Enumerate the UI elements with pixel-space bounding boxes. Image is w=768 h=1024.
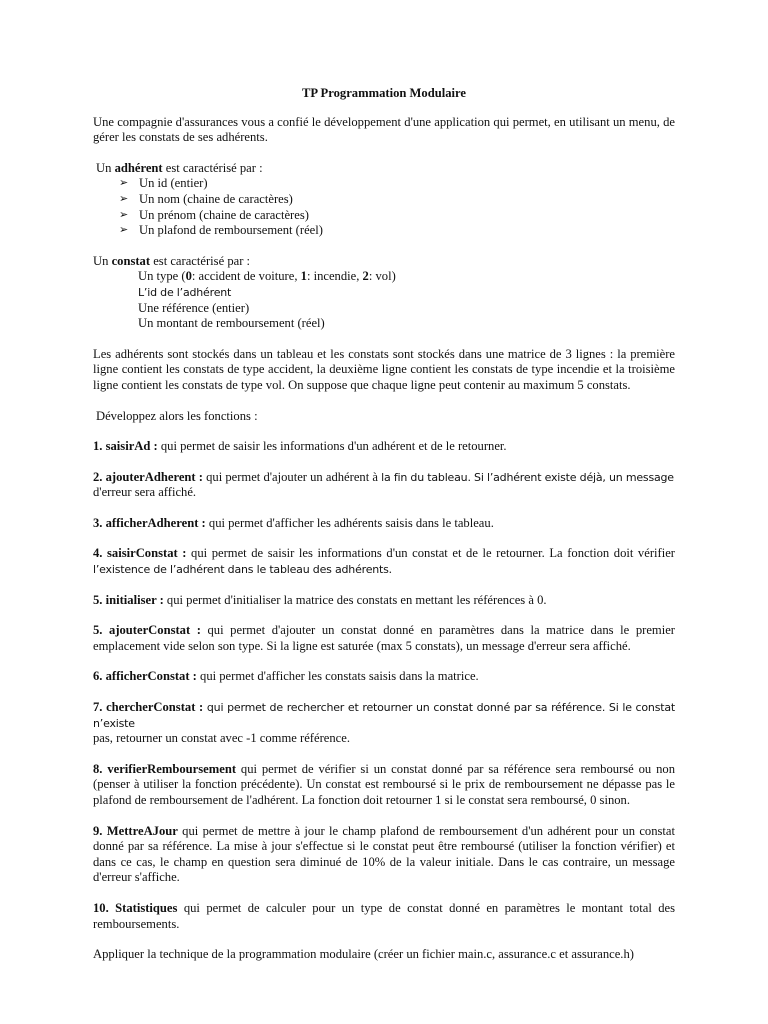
function-item (93, 546, 675, 577)
function-item (93, 470, 675, 501)
list-item (119, 223, 675, 239)
function-text: . (388, 562, 392, 577)
function-title: 4. saisirConstat : (93, 546, 187, 561)
arrowhead-bullet-icon: ➢ (119, 208, 129, 221)
type-line-text: : vol) (368, 269, 396, 284)
function-item (93, 623, 675, 654)
function-title: 9. MettreAJour (93, 823, 178, 838)
function-title: 6. afficherConstat : (93, 669, 197, 684)
conclusion-paragraph: Appliquer la technique de la programmation modulaire (créer un fichier main.c, assurance.c et assurance.h) (93, 947, 634, 962)
list-item (138, 269, 675, 285)
adherent-lead-suffix: est caractérisé par : (165, 160, 263, 175)
function-text-alt: qui permet de rechercher et retourner un constat donné par sa référence. Si le constat n’existe (93, 701, 675, 730)
adherent-attribute-list (93, 176, 675, 238)
constat-lead-bold: constat (111, 253, 151, 268)
function-item (93, 901, 675, 932)
document-page (93, 86, 675, 963)
function-text: qui permet d'afficher les constats saisis dans la matrice. (196, 669, 479, 684)
list-item-label: Un prénom (chaine de caractères) (139, 207, 309, 222)
function-text-alt: l’existence de l’adhérent dans le tableau des adhérents (93, 563, 389, 577)
function-title: 2. ajouterAdherent : (93, 469, 203, 484)
list-item-label: Un nom (chaine de caractères) (139, 191, 293, 206)
function-title: 8. verifierRemboursement (93, 761, 237, 776)
function-list (93, 439, 675, 932)
function-text: qui permet de saisir les informations d'un adhérent et de le retourner. (157, 439, 507, 454)
adherent-lead-prefix: Un (96, 160, 112, 175)
function-title: 1. saisirAd : (93, 439, 158, 454)
function-title: 3. afficherAdherent : (93, 515, 206, 530)
arrowhead-bullet-icon: ➢ (119, 177, 129, 190)
develop-paragraph: Développez alors les fonctions : (96, 408, 258, 423)
function-title: 10 (93, 900, 106, 915)
function-text-alt: la fin du tableau. Si l’adhérent existe déjà, un message (381, 470, 674, 484)
function-title: 7. chercherConstat : (93, 700, 204, 715)
list-item: L’id de l’adhérent (138, 285, 232, 299)
function-item (93, 593, 675, 609)
type-code-0: 0 (185, 269, 192, 284)
arrowhead-bullet-icon: ➢ (119, 224, 129, 237)
function-text: qui permet d'ajouter un adhérent à (202, 469, 382, 484)
constat-lead-prefix: Un (93, 253, 109, 268)
list-item-label: Un id (entier) (139, 176, 208, 191)
function-text: d'erreur sera affiché. (93, 485, 197, 500)
document-title: TP Programmation Modulaire (302, 86, 466, 100)
type-line-text: Un type ( (138, 269, 186, 284)
list-item (119, 192, 675, 208)
type-code-1: 1 (300, 269, 307, 284)
adherent-lead-bold: adhérent (114, 160, 163, 175)
storage-paragraph: Les adhérents sont stockés dans un tableau et les constats sont stockés dans une matrice de 3 lignes : la première ligne contient les constats de type accident, la deuxième ligne contient les constats de type incendie et la troisième ligne contient les constats de type vol. On suppose que chaque ligne peut contenir au maximum 5 constats. (93, 346, 675, 392)
function-item (93, 669, 675, 685)
intro-paragraph: Une compagnie d'assurances vous a confié le développement d'une application qui permet, en utilisant un menu, de gérer les constats de ses adhérents. (93, 114, 675, 145)
list-item: Une référence (entier) (138, 300, 250, 315)
constat-lead-suffix: est caractérisé par : (153, 253, 251, 268)
function-item (93, 516, 675, 532)
function-text: pas, retourner un constat avec -1 comme référence. (93, 731, 350, 746)
constat-attribute-list (93, 269, 675, 331)
adherent-section (93, 161, 675, 239)
function-item (93, 700, 675, 747)
function-item (93, 824, 675, 886)
type-line-text: : incendie, (306, 269, 363, 284)
adherent-lead (93, 161, 675, 177)
function-item (93, 762, 675, 809)
function-text: qui permet de mettre à jour le champ plafond de remboursement d'un adhérent pour un constat donné par sa référence. La mise à jour s'effectue si le constat peut être remboursé (utiliser la fonction vérifier) et dans ce cas, le champ en question sera diminué de 10% de la valeur initiale. Dans le cas contraire, un message d'erreur s'affiche. (93, 823, 675, 885)
function-title: 5. initialiser : (93, 592, 164, 607)
type-code-2: 2 (362, 269, 369, 284)
type-line-text: : accident de voiture, (191, 269, 301, 284)
function-title: 5. ajouterConstat : (93, 623, 201, 638)
arrowhead-bullet-icon: ➢ (119, 192, 129, 205)
function-text: qui permet d'ajouter un constat donné en paramètres dans la matrice dans le premier emplacement vide selon son type. Si la ligne est saturée (max 5 constats), un message d'erreur sera affiché. (93, 623, 675, 653)
function-title-suffix: . Statistiques (105, 900, 178, 915)
list-item (119, 176, 675, 192)
list-item: Un montant de remboursement (réel) (138, 316, 325, 331)
function-item (93, 439, 675, 455)
list-item (119, 208, 675, 224)
function-text: qui permet de vérifier si un constat donné par sa référence sera remboursé ou non (penser à utiliser la fonction précédente). Un constat est remboursé si le prix de remboursement ne dépasse pas le plafond de remboursement de l'adhérent. La fonction doit retourner 1 si le constat sera remboursé, 0 sinon. (93, 761, 675, 807)
list-item-label: Un plafond de remboursement (réel) (139, 223, 323, 238)
constat-lead (93, 254, 675, 270)
function-text: qui permet d'afficher les adhérents saisis dans le tableau. (205, 515, 494, 530)
constat-section (93, 254, 675, 332)
function-text: qui permet de calculer pour un type de constat donné en paramètres le montant total des remboursements. (93, 900, 676, 931)
function-text: qui permet d'initialiser la matrice des constats en mettant les références à 0. (163, 592, 547, 607)
function-text: qui permet de saisir les informations d'un constat et de le retourner. La fonction doit vérifier (186, 546, 675, 561)
